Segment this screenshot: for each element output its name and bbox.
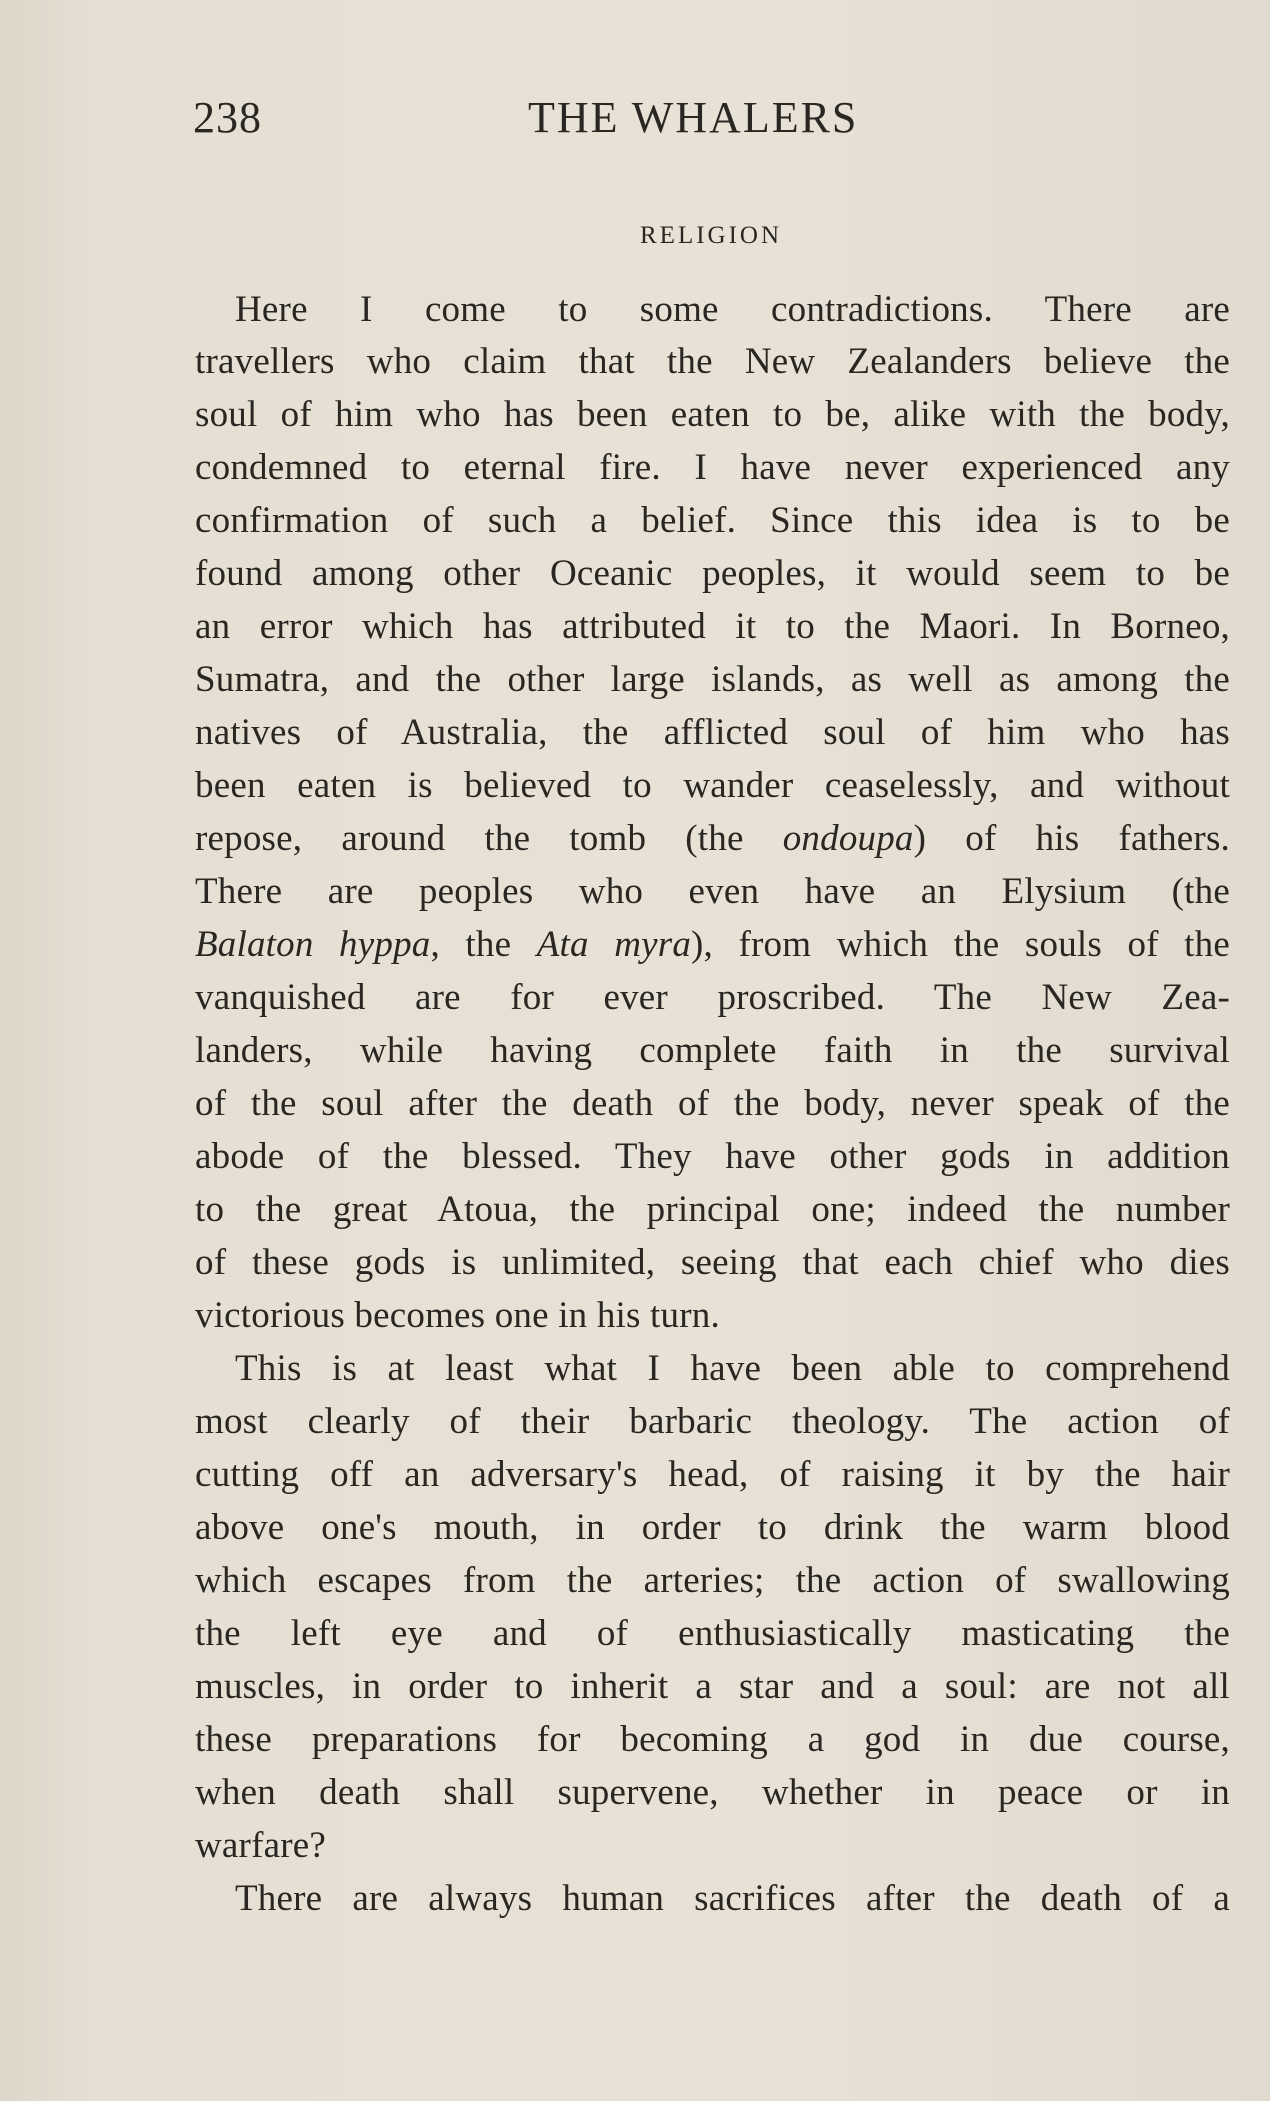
text-line: warfare?: [195, 1825, 326, 1866]
text-line: Here I come to some contradictions. There are: [235, 289, 1230, 330]
section-heading: RELIGION: [640, 222, 783, 249]
text-line: these preparations for becoming a god in due course,: [195, 1719, 1230, 1760]
text-line: [195, 920, 1230, 972]
text-line: landers, while having complete faith in the survival: [195, 1030, 1230, 1071]
text-line: Sumatra, and the other large islands, as well as among the: [195, 659, 1230, 700]
text-line: vanquished are for ever proscribed. The New Zea-: [195, 977, 1230, 1018]
text-line: condemned to eternal fire. I have never experienced any: [195, 447, 1230, 488]
text-line: of the soul after the death of the body, never speak of the: [195, 1083, 1230, 1124]
text-line: There are peoples who even have an Elysium (the: [195, 871, 1230, 912]
text-line: This is at least what I have been able to comprehend: [235, 1348, 1230, 1389]
italic-term: Ata myra: [536, 924, 692, 965]
italic-term: ondoupa: [782, 818, 914, 859]
book-title: THE WHALERS: [528, 93, 859, 142]
text-line: confirmation of such a belief. Since this idea is to be: [195, 500, 1230, 541]
text-line: to the great Atoua, the principal one; indeed the number: [195, 1189, 1230, 1230]
text-line: cutting off an adversary's head, of raising it by the hair: [195, 1454, 1230, 1495]
text-run: ) of his fathers.: [913, 818, 1230, 859]
running-head: [193, 92, 1233, 152]
text-line: abode of the blessed. They have other gods in addition: [195, 1136, 1230, 1177]
text-line: natives of Australia, the afflicted soul of him who has: [195, 712, 1230, 753]
italic-term: Balaton hyppa: [195, 924, 431, 965]
text-line: an error which has attributed it to the Maori. In Borneo,: [195, 606, 1230, 647]
text-line: There are always human sacrifices after the death of a: [235, 1878, 1230, 1919]
text-run: ), from which the souls of the: [691, 924, 1230, 965]
text-line: most clearly of their barbaric theology. The action of: [195, 1401, 1230, 1442]
text-run: , the: [430, 924, 537, 965]
text-line: found among other Oceanic peoples, it would seem to be: [195, 553, 1230, 594]
text-run: repose, around the tomb (the: [195, 818, 783, 859]
text-line: when death shall supervene, whether in peace or in: [195, 1772, 1230, 1813]
text-line: the left eye and of enthusiastically masticating the: [195, 1613, 1230, 1654]
text-line: travellers who claim that the New Zealanders believe the: [195, 341, 1230, 382]
text-line: which escapes from the arteries; the action of swallowing: [195, 1560, 1230, 1601]
text-line: muscles, in order to inherit a star and a soul: are not all: [195, 1666, 1230, 1707]
text-line: of these gods is unlimited, seeing that each chief who dies: [195, 1242, 1230, 1283]
text-line: soul of him who has been eaten to be, alike with the body,: [195, 394, 1230, 435]
text-line: above one's mouth, in order to drink the warm blood: [195, 1507, 1230, 1548]
text-line: [195, 814, 1230, 866]
text-line: victorious becomes one in his turn.: [195, 1295, 720, 1336]
page-number: 238: [193, 93, 262, 142]
text-line: been eaten is believed to wander ceaselessly, and without: [195, 765, 1230, 806]
